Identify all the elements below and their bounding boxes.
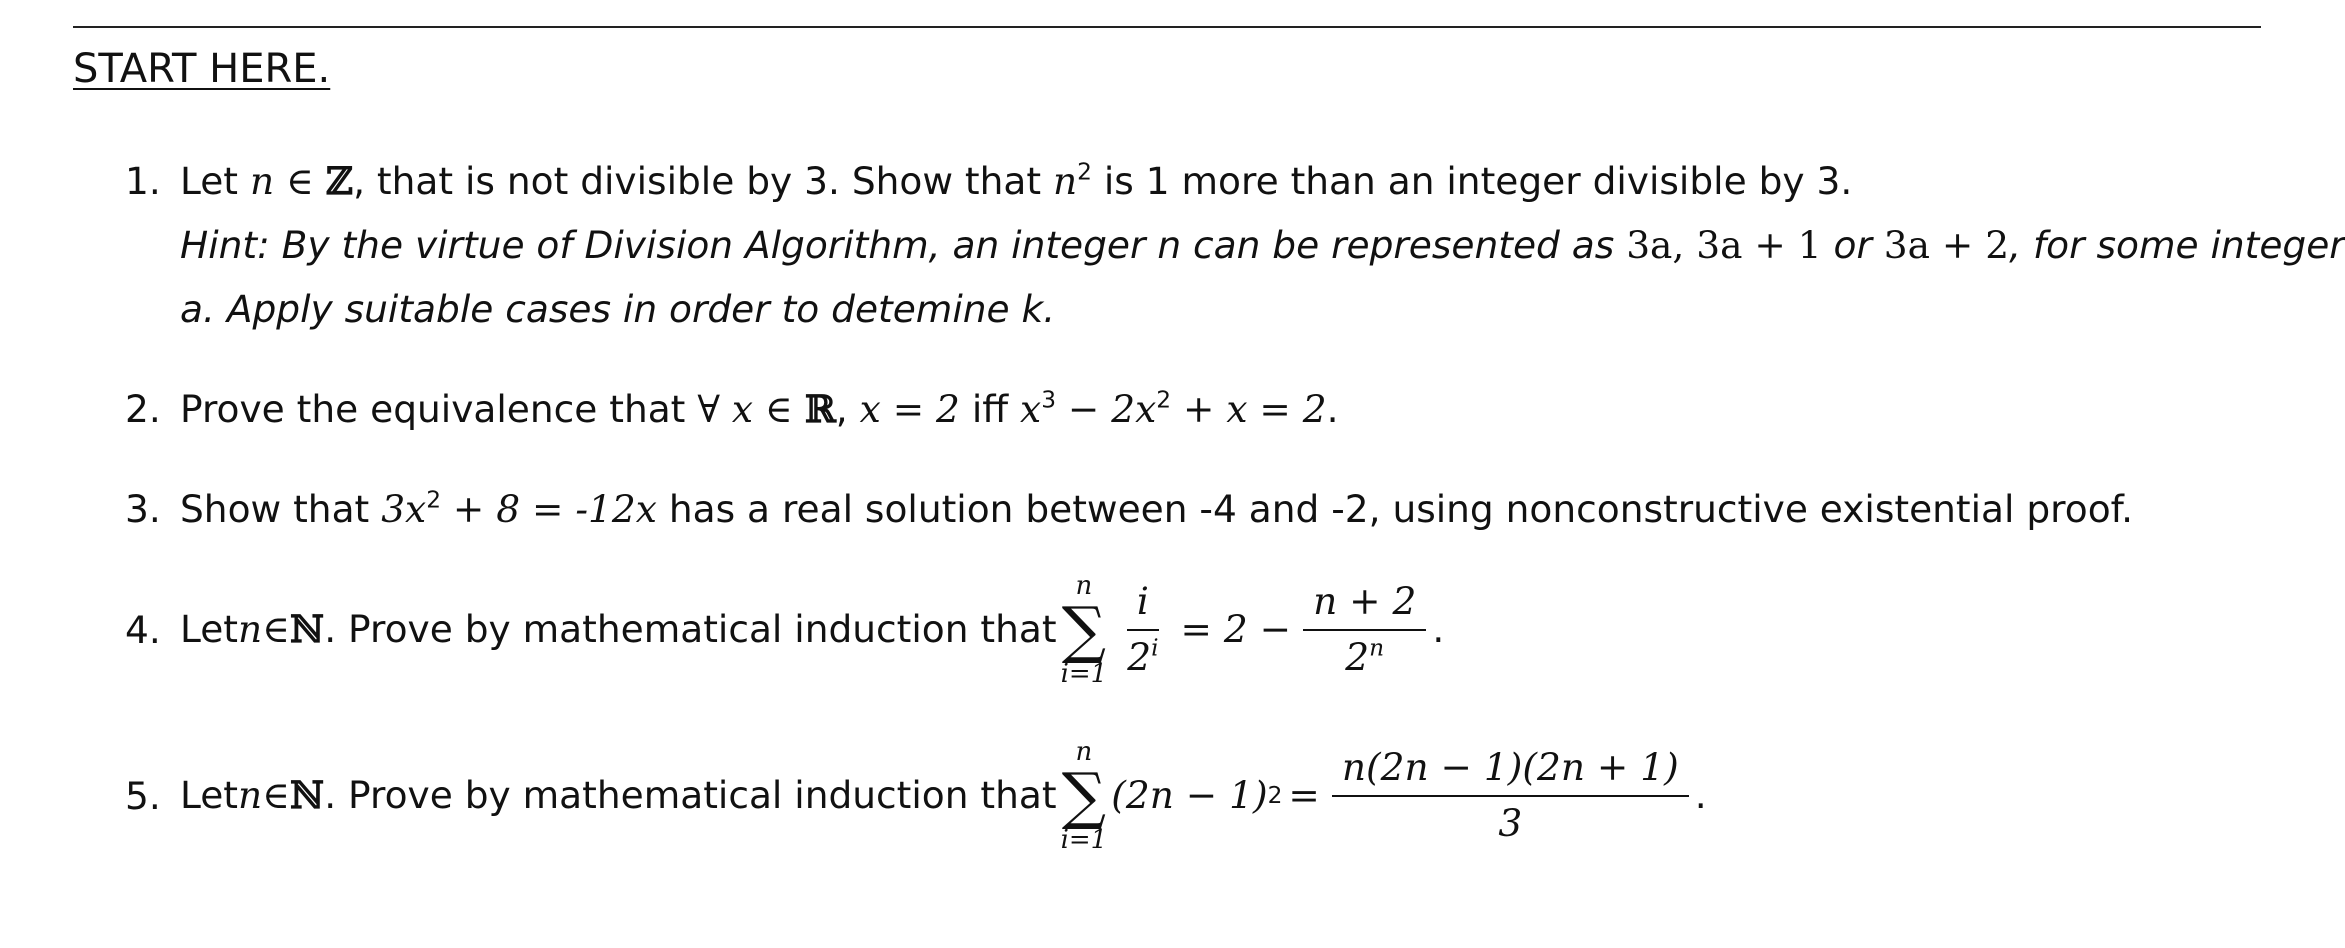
problem-4-number: 4. — [125, 608, 161, 652]
problem-3-statement: Show that $3x^2 + 8 = -12x$ has a real solution between -4 and -2, using nonconstructive existential proof. — [180, 486, 2134, 531]
problem-1-hint-line-2: a. Apply suitable cases in order to detemine k. — [180, 287, 1056, 331]
problem-5-statement: Let n ∈ ℕ . Prove by mathematical induction that n ∑ i=1 (2n − 1) 2 = $\frac{n(2n - 1)(2n + 1)}{3}$ . — [180, 736, 1707, 855]
problem-1-hint-line-1: Hint: By the virtue of Division Algorithm, an integer n can be represented as 3a, 3a + 1 or 3a + 2, for some integer — [180, 223, 2345, 267]
top-rule — [73, 26, 2261, 28]
problem-1-number: 1. — [125, 159, 161, 203]
problem-1-statement: Let n ∈ ℤ, that is not divisible by 3. Show that $n^2$ is 1 more than an integer divisible by 3. — [180, 158, 1853, 203]
problem-5-number: 5. — [125, 774, 161, 818]
summation-symbol: n ∑ i=1 — [1060, 736, 1108, 855]
fraction-product-over-3: $\frac{n(2n - 1)(2n + 1)}{3}$ — [1332, 749, 1689, 842]
problem-4-statement: Let n ∈ ℕ . Prove by mathematical induction that n ∑ i=1 $\frac{i}{2^i}$ = 2 − $\frac{n + 2}{2^n}$ . — [180, 570, 1445, 689]
problem-2-number: 2. — [125, 387, 161, 431]
page-heading: START HERE. — [73, 46, 331, 92]
fraction-i-over-2-power-i: $\frac{i}{2^i}$ — [1127, 579, 1159, 679]
problem-3-number: 3. — [125, 487, 161, 531]
fraction-n-plus-2-over-2-power-n: $\frac{n + 2}{2^n}$ — [1303, 583, 1426, 676]
problem-2-statement: Prove the equivalence that ∀ x ∈ ℝ, x = 2 iff $x^3 - 2x^2 + x = 2$. — [180, 386, 1339, 431]
summation-symbol: n ∑ i=1 — [1060, 570, 1108, 689]
